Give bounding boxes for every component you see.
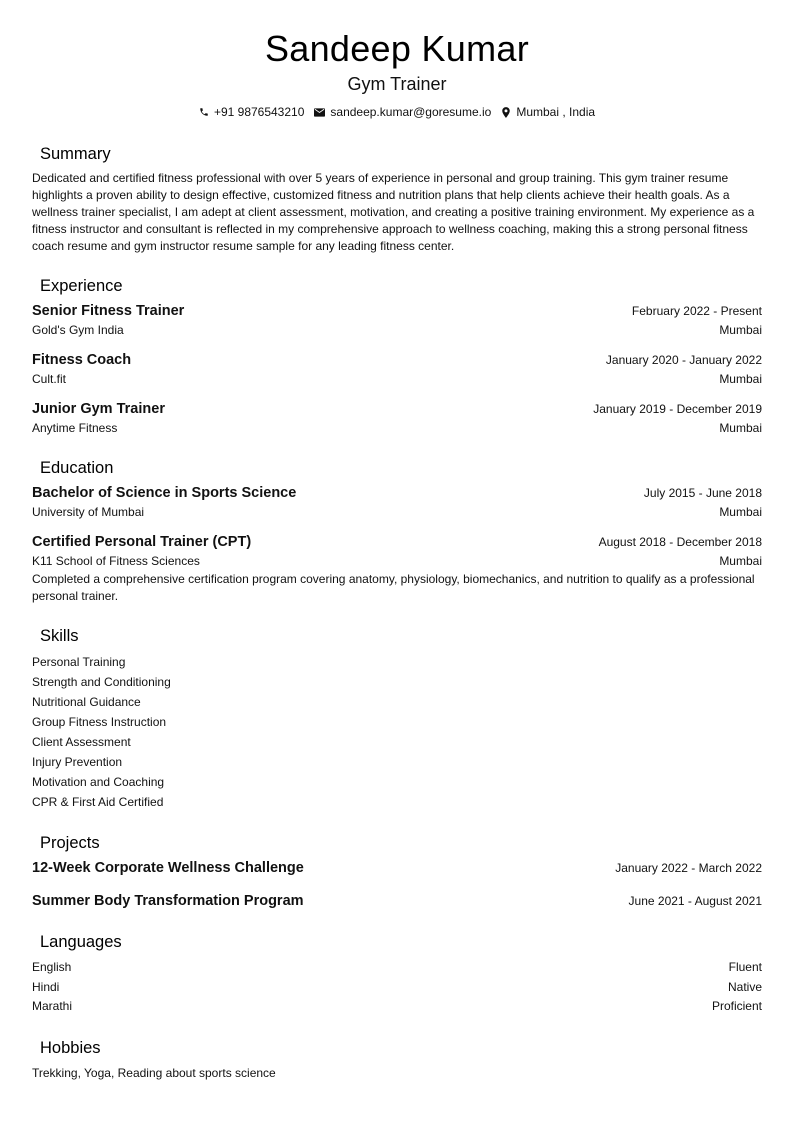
project-entry	[32, 859, 762, 878]
degree-title: Bachelor of Science in Sports Science	[32, 485, 297, 501]
contact-email	[314, 104, 491, 120]
education-entry	[32, 533, 762, 605]
projects-section	[32, 832, 762, 911]
section-title-projects: Projects	[40, 834, 100, 852]
language-row	[32, 997, 762, 1017]
education-entry	[32, 484, 762, 521]
skill-item: Strength and Conditioning	[32, 675, 171, 689]
email-icon	[314, 108, 325, 117]
skill-item: Client Assessment	[32, 735, 131, 749]
languages-section	[32, 931, 762, 1017]
skill-item: Motivation and Coaching	[32, 775, 165, 789]
location-text: Mumbai , India	[516, 105, 596, 119]
phone-number[interactable]: +91 9876543210	[213, 105, 305, 119]
contact-phone	[199, 104, 304, 120]
company-name: Anytime Fitness	[32, 421, 118, 435]
language-name: Marathi	[32, 999, 73, 1013]
project-entry	[32, 892, 762, 911]
education-location: Mumbai	[719, 554, 762, 568]
experience-entry	[32, 351, 762, 388]
skill-item: Injury Prevention	[32, 755, 123, 769]
education-location: Mumbai	[719, 505, 762, 519]
skill-item: CPR & First Aid Certified	[32, 795, 164, 809]
company-name: Cult.fit	[32, 372, 67, 386]
skill-item: Group Fitness Instruction	[32, 715, 167, 729]
section-title-education: Education	[40, 459, 114, 477]
language-row	[32, 978, 762, 998]
job-title: Fitness Coach	[32, 352, 132, 368]
section-title-experience: Experience	[40, 277, 123, 295]
skill-item: Personal Training	[32, 655, 126, 669]
summary-section	[32, 143, 762, 255]
language-level: Native	[727, 979, 762, 994]
skills-section	[32, 625, 762, 812]
language-name: Hindi	[32, 979, 60, 994]
job-location: Mumbai	[719, 421, 762, 435]
project-title: Summer Body Transformation Program	[32, 893, 304, 909]
job-title: Senior Fitness Trainer	[32, 303, 185, 319]
section-title-summary: Summary	[40, 145, 111, 163]
job-dates: January 2019 - December 2019	[593, 402, 762, 416]
contact-location	[501, 104, 595, 120]
job-dates: January 2020 - January 2022	[605, 353, 762, 367]
hobbies-text: Trekking, Yoga, Reading about sports science	[32, 1065, 276, 1080]
project-title: 12-Week Corporate Wellness Challenge	[32, 860, 304, 876]
resume-content	[32, 143, 762, 1102]
project-dates: June 2021 - August 2021	[628, 894, 762, 908]
job-location: Mumbai	[719, 372, 762, 386]
education-dates: July 2015 - June 2018	[643, 486, 762, 500]
summary-text: Dedicated and certified fitness professional with over 5 years of experience in personal and group training. This gym trainer resume highlights a proven ability to design effective, customized fitness and nutrition plans that help clients achieve their health goals. As a wellness trainer specialist, I am adept at client assessment, motivation, and creating a positive training environment. My experience as a fitness instructor and consultant is reflected in my comprehensive approach to wellness coaching, making this a strong personal fitness coach resume and gym instructor resume sample for any leading fitness center.	[32, 171, 755, 253]
candidate-name: Sandeep Kumar	[264, 28, 530, 69]
job-location: Mumbai	[719, 323, 762, 337]
project-dates: January 2022 - March 2022	[615, 861, 762, 875]
candidate-role: Gym Trainer	[347, 74, 447, 94]
language-level: Proficient	[711, 999, 762, 1013]
section-title-languages: Languages	[40, 933, 122, 951]
section-title-hobbies: Hobbies	[40, 1038, 101, 1057]
contact-info	[0, 104, 794, 120]
job-dates: February 2022 - Present	[631, 304, 762, 318]
school-name: University of Mumbai	[32, 505, 145, 519]
education-description: Completed a comprehensive certification program covering anatomy, physiology, biomechanics, and nutrition to qualify as a professional personal trainer.	[32, 572, 755, 603]
email-address[interactable]: sandeep.kumar@goresume.io	[330, 105, 492, 119]
section-title-skills: Skills	[40, 627, 79, 645]
language-row	[32, 958, 762, 978]
experience-entry	[32, 400, 762, 437]
location-pin-icon	[501, 107, 511, 118]
degree-title: Certified Personal Trainer (CPT)	[32, 534, 252, 550]
resume-header	[0, 0, 794, 120]
phone-icon	[199, 107, 209, 117]
skill-item: Nutritional Guidance	[32, 695, 141, 709]
experience-section	[32, 275, 762, 437]
school-name: K11 School of Fitness Sciences	[32, 554, 200, 568]
hobbies-section	[32, 1037, 762, 1082]
job-title: Junior Gym Trainer	[32, 401, 165, 417]
education-section	[32, 457, 762, 605]
language-name: English	[32, 960, 72, 974]
language-level: Fluent	[728, 960, 762, 974]
company-name: Gold's Gym India	[32, 323, 124, 337]
education-dates: August 2018 - December 2018	[598, 535, 762, 549]
experience-entry	[32, 302, 762, 339]
